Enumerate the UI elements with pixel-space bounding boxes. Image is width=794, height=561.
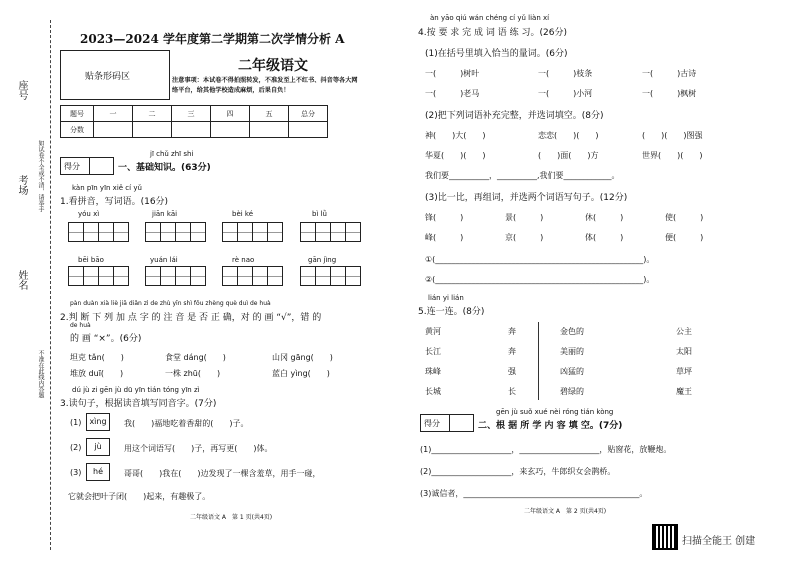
fill-item-1[interactable]: (1)____________________，____________________，贴窗花，放鞭炮。 xyxy=(420,445,672,454)
q1-item-2-grid[interactable] xyxy=(145,222,206,242)
q3-item-3-text[interactable]: 哥哥( )我在( )边发现了一棵含羞草，用手一碰， xyxy=(124,469,321,478)
fill-item-2[interactable]: (2)____________________，来玄巧，牛郎织女会鹊桥。 xyxy=(420,467,616,476)
q4-text: 4.按 要 求 完 成 词 语 练 习。(26分) xyxy=(418,28,567,38)
q1-item-6-grid[interactable] xyxy=(145,266,206,286)
q5-col2-item-4[interactable]: 长 xyxy=(508,387,516,396)
q5-col2-item-2[interactable]: 奔 xyxy=(508,347,516,356)
q4-1-item-3[interactable]: 一( )古诗 xyxy=(642,69,697,78)
q5-col4-item-2[interactable]: 太阳 xyxy=(676,347,692,356)
q3-pinyin: dú jù zi gēn jù dū yīn tián tóng yīn zì xyxy=(72,386,200,394)
q5-col4-item-4[interactable]: 魔王 xyxy=(676,387,692,396)
q2-item-3[interactable]: 山冈 gāng( ) xyxy=(272,353,333,362)
q4-2-item-2[interactable]: 恋恋( )( ) xyxy=(538,131,599,140)
q3-item-2-box: jù xyxy=(86,438,110,456)
q4-2-item-3[interactable]: ( )( )图强 xyxy=(642,131,703,140)
margin-label-room: 考场 xyxy=(16,175,27,195)
q4-2-sentence[interactable]: 我们要__________，__________,我们要____________。 xyxy=(425,171,620,180)
margin-label-name: 姓名 xyxy=(16,270,27,290)
q1-item-8-grid[interactable] xyxy=(300,266,361,286)
q1-item-5-pinyin: bēi bāo xyxy=(78,256,104,264)
q2-item-2[interactable]: 食堂 dáng( ) xyxy=(165,353,226,362)
q1-item-3-grid[interactable] xyxy=(222,222,283,242)
q2-pinyin: pàn duàn xià liè jiā diǎn zì de zhù yīn shì fǒu zhèng què duì de huà xyxy=(70,300,271,307)
q5-pinyin: lián yi lián xyxy=(428,294,464,302)
binding-line xyxy=(50,20,51,550)
q1-item-3-pinyin: bèi ké xyxy=(232,210,254,218)
q2-pinyin-2: de huà xyxy=(70,322,91,329)
q1-item-8-pinyin: gān jìng xyxy=(308,256,337,264)
section2-pinyin: gēn jù suǒ xué nèi róng tián kòng xyxy=(496,408,614,416)
q3-item-3-box: hé xyxy=(86,463,110,481)
qr-code-icon xyxy=(652,524,678,550)
q4-pinyin: àn yāo qiú wán chéng cí yǔ liàn xí xyxy=(430,14,550,22)
q4-3-sentence-1[interactable]: ①(____________________________________________________)。 xyxy=(425,255,655,264)
q4-3-sentence-2[interactable]: ②(____________________________________________________)。 xyxy=(425,275,655,284)
q1-item-1-grid[interactable] xyxy=(68,222,129,242)
q5-col1-item-1[interactable]: 黄河 xyxy=(425,327,441,336)
q4-1-item-2[interactable]: 一( )枝条 xyxy=(538,69,593,78)
q4-2-item-1[interactable]: 神( )大( ) xyxy=(425,131,486,140)
score-table xyxy=(60,105,328,138)
q1-item-1-pinyin: yóu xì xyxy=(78,210,100,218)
q3-text: 3.读句子，根据读音填写同音字。(7分) xyxy=(60,399,217,409)
q1-item-5-grid[interactable] xyxy=(68,266,129,286)
q4-1-item-6[interactable]: 一( )枫树 xyxy=(642,89,697,98)
q4-1-item-4[interactable]: 一( )老马 xyxy=(425,89,480,98)
q4-1-text: (1)在括号里填入恰当的量词。(6分) xyxy=(425,49,568,59)
score-row-values: 分数 xyxy=(61,122,328,138)
q4-3-item-3[interactable]: 休( ) xyxy=(585,213,624,222)
q5-col4-item-1[interactable]: 公主 xyxy=(676,327,692,336)
q4-3-item-8[interactable]: 便( ) xyxy=(665,233,704,242)
q4-2-item-4[interactable]: 华夏( )( ) xyxy=(425,151,486,160)
q2-item-4[interactable]: 堆放 duī( ) xyxy=(70,369,124,378)
q1-item-7-grid[interactable] xyxy=(222,266,283,286)
q4-2-item-5[interactable]: ( )面( )方 xyxy=(538,151,599,160)
q3-item-1-box: xìng xyxy=(86,413,110,431)
q1-item-4-pinyin: bì lǜ xyxy=(312,210,327,218)
q4-3-text: (3)比一比，再组词，并选两个词语写句子。(12分) xyxy=(425,193,628,203)
exam-title: 2023—2024 学年度第二学期第二次学情分析 A xyxy=(80,32,345,46)
q5-col2-item-3[interactable]: 强 xyxy=(508,367,516,376)
q5-col1-item-3[interactable]: 珠峰 xyxy=(425,367,441,376)
q1-item-2-pinyin: jiān kāi xyxy=(152,210,178,218)
q2-item-5[interactable]: 一株 zhū( ) xyxy=(165,369,221,378)
section1-score-box: 得分 xyxy=(60,157,114,175)
q3-item-2-num: (2) xyxy=(70,443,82,452)
q4-1-item-5[interactable]: 一( )小河 xyxy=(538,89,593,98)
q1-text: 1.看拼音，写词语。(16分) xyxy=(60,197,169,207)
q5-col4-item-3[interactable]: 草坪 xyxy=(676,367,692,376)
q4-3-item-4[interactable]: 使( ) xyxy=(665,213,704,222)
margin-notice-1: 不准在此线内答题 xyxy=(37,350,44,398)
q4-3-item-1[interactable]: 锋( ) xyxy=(425,213,464,222)
q5-col3-item-4[interactable]: 碧绿的 xyxy=(560,387,584,396)
q3-item-1-num: (1) xyxy=(70,418,82,427)
q3-tail[interactable]: 它就会把叶子闭( )起来，有趣极了。 xyxy=(68,492,211,501)
page2-footer: 二年级语文 A 第 2 页(共4页) xyxy=(524,508,607,515)
q5-col3-item-2[interactable]: 美丽的 xyxy=(560,347,584,356)
q1-pinyin: kàn pīn yīn xiě cí yǔ xyxy=(72,184,142,192)
q3-item-1-text[interactable]: 我( )福地吃着香甜的( )子。 xyxy=(124,419,249,428)
q4-1-item-1[interactable]: 一( )树叶 xyxy=(425,69,480,78)
q3-item-3-num: (3) xyxy=(70,468,82,477)
section2-title: 二、根 据 所 学 内 容 填 空。(7分) xyxy=(478,421,623,431)
section2-score-box: 得分 xyxy=(420,414,474,432)
margin-notice-2: 如试卷不全或不清，请举手 xyxy=(37,140,44,212)
q5-text: 5.连一连。(8分) xyxy=(418,307,485,317)
subject-title: 二年级语文 xyxy=(238,58,308,74)
q1-item-7-pinyin: rè nao xyxy=(232,256,255,264)
score-row-header: 题号 一 二 三 四 五 总分 xyxy=(61,106,328,122)
q5-col3-item-1[interactable]: 金色的 xyxy=(560,327,584,336)
page1-footer: 二年级语文 A 第 1 页(共4页) xyxy=(190,514,273,521)
q5-col3-item-3[interactable]: 凶猛的 xyxy=(560,367,584,376)
scanner-watermark: 扫描全能王 创建 xyxy=(682,536,756,547)
q2-text: 2.判 断 下 列 加 点 字 的 注 音 是 否 正 确，对 的 画 “√”，错 的 xyxy=(60,313,322,323)
notice-text: 注意事项：本试卷不得拍照转发，不准发至上不红书、抖音等各大网络平台，给其他学校造成麻烦，后果自负！ xyxy=(172,77,358,94)
section1-title: 一、基础知识。(63分) xyxy=(118,163,211,173)
q5-col1-item-4[interactable]: 长城 xyxy=(425,387,441,396)
q4-3-item-7[interactable]: 体( ) xyxy=(585,233,624,242)
q1-item-6-pinyin: yuán lái xyxy=(150,256,178,264)
q1-item-4-grid[interactable] xyxy=(300,222,361,242)
q2-item-6[interactable]: 蓝白 yìng( ) xyxy=(272,369,330,378)
q2-item-1[interactable]: 坦克 tǎn( ) xyxy=(70,353,124,362)
fill-item-3[interactable]: (3)诚信者，____________________________________________。 xyxy=(420,489,648,498)
q3-item-2-text[interactable]: 用这个词语写( )子，再写更( )体。 xyxy=(124,444,273,453)
q4-3-item-6[interactable]: 京( ) xyxy=(505,233,544,242)
q5-col1-item-2[interactable]: 长江 xyxy=(425,347,441,356)
q4-2-text: (2)把下列词语补充完整，并选词填空。(8分) xyxy=(425,111,604,121)
q2-text-2: 的 画 “×”。(6分) xyxy=(70,334,142,344)
margin-label-seat: 座号 xyxy=(16,80,27,100)
q4-3-item-2[interactable]: 景( ) xyxy=(505,213,544,222)
q5-col2-item-1[interactable]: 奔 xyxy=(508,327,516,336)
barcode-area: 贴条形码区 xyxy=(60,50,170,100)
q4-2-item-6[interactable]: 世界( )( ) xyxy=(642,151,703,160)
q4-3-item-5[interactable]: 峰( ) xyxy=(425,233,464,242)
q5-divider xyxy=(538,322,539,400)
section1-pinyin: jī chǔ zhī shi xyxy=(150,150,194,158)
